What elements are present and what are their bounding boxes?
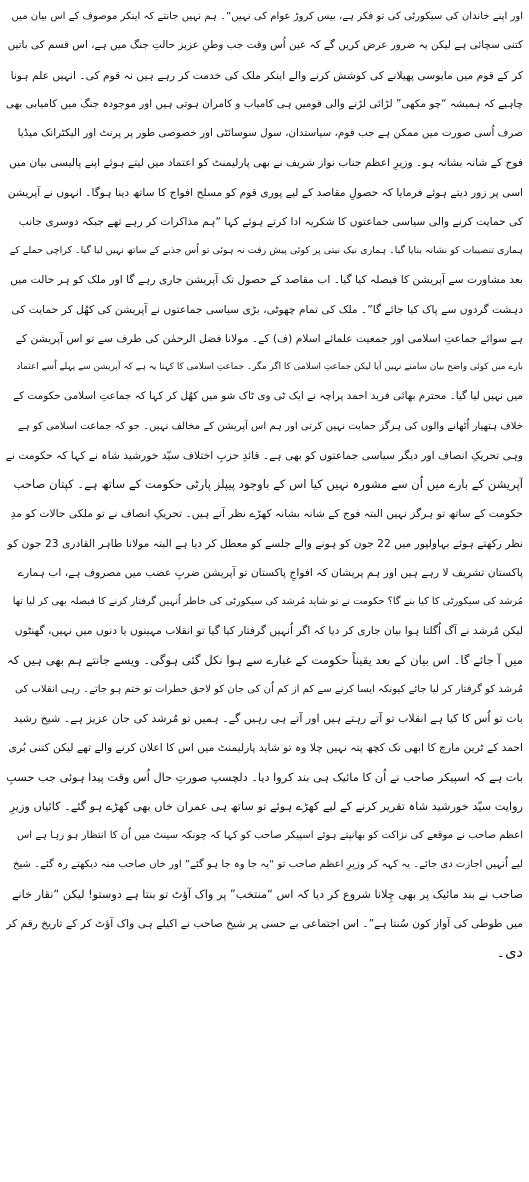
article-line: لیے اُنہیں اجازت دی جائے۔ یہ کہہ کر وزیرِ اعظم صاحب تو “یہ جا وہ جا ہو گئے” اور خاں صاحب منہ دیکھتے رہ گئے۔ شیخ [13,859,523,871]
article-line: بات ہے کہ اسپیکر صاحب نے اُن کا مائیک ہی بند کروا دیا۔ دلچسپ صورتِ حال اُس وقت پیدا ہوئی جب حسبِ [6,770,523,784]
article-line: احمد کے ٹرین مارچ کا ابھی تک کچھ پتہ نہیں چلا وہ تو شاید پارلیمنٹ میں اس کا اعلان کرنے والے تھے لیکن کتنی بُری [8,741,523,755]
article-line: کتنی سچائی ہے لیکن یہ ضرور عرض کریں گے کہ عین اُس وقت جب وطنِ عزیز حالتِ جنگ میں ہے، اس قسم کی باتیں [7,39,523,52]
article-line: کر کے قوم میں مایوسی پھیلانے کی کوشش کرنے والے اینکر ملک کی خدمت کر رہے ہیں نہ قوم کی۔ انہیں علم ہونا [10,68,523,82]
article-line: خلاف ہتھیار اُٹھانے والوں کی ہرگز حمایت نہیں کرتی اور ہم اس آپریشن کے مخالف نہیں۔ جو کہ جماعت اسلامی کو ہے [17,420,523,432]
article-line: چاہیے کہ ہمیشہ “چو مکھی” لڑائی لڑنے والی قومیں ہی کامیاب و کامران ہوتی ہیں اور موجودہ جنگ میں کامیابی بھی [6,97,523,110]
article-body [6,2,523,967]
article-line: اور اپنے خاندان کی سیکورٹی کی تو فکر ہے، بیس کروڑ عوام کی نہیں”۔ ہم نہیں جانتے کہ اینکر موصوف کے اس بیان میں [11,11,523,22]
article-line: وہی تحریکِ انصاف اور دیگر سیاسی جماعتوں کو بھی ہے۔ قائدِ حزبِ اختلاف سیّد خورشید شاہ نے کہا کہ حکومت نے [6,448,523,462]
article-line: بات تو اُس کا کیا ہے انقلاب تو آتے رہتے ہیں اور آتے ہی رہیں گے۔ ہمیں تو مُرشد کی جان عزیز ہے۔ شیخ رشید [13,712,523,725]
article-line: مُرشد کی سیکورٹی کا کیا بنے گا؟ حکومت نے تو شاید مُرشد کی سیکورٹی کی خاطر اُنہیں گرفتار کرنے کا فیصلہ بھی کر لیا تھا [12,596,523,607]
article-line: پاکستان تشریف لا رہے ہیں اور ہم پریشان کہ افواجِ پاکستان تو آپریشن ضربِ عضب میں مصروف ہے، اب ہمارے [17,565,523,579]
article-line: روایت سیّد خورشید شاہ تقریر کرنے کے لیے کھڑے ہوئے تو ساتھ ہی عمران خاں بھی کھڑے ہو گئے۔ کائیاں وزیرِ [9,799,523,813]
article-line: بعد مشاورت سے آپریشن کا فیصلہ کیا گیا۔ اب مقاصد کے حصول تک آپریشن جاری رہے گا اور ملک کو ہر حالت میں [10,273,523,287]
article-line: حکومت کے ساتھ تو ہرگز نہیں البتہ فوج کے شانہ بشانہ کھڑے نظر آتے ہیں۔ تحریکِ انصاف نے تو ملکی حالات کو مدِ [10,507,523,521]
article-line: اسی پر زور دیتے ہوئے فرمایا کہ حصولِ مقاصد کے لیے پوری قوم کو مسلح افواج کا ساتھ دینا ہوگا۔ انہوں نے آپریشن [7,185,523,199]
article-line: آپریشن کے بارے میں اُن سے مشورہ نہیں کیا اس کے باوجود پیپلز پارٹی حکومت کے ساتھ ہے۔ کپتان صاحب [13,477,523,491]
article-line: بارے میں کوئی واضح بیان سامنے نہیں آیا لیکن جماعتِ اسلامی کا اگر مگر۔ جماعتِ اسلامی کا کہنا یہ ہے کہ آپریشن سے پہلے اُسے اعتماد [16,362,523,372]
article-line: میں نہیں لیا گیا۔ محترم بھائی فرید احمد پراچہ نے ایک ٹی وی ٹاک شو میں کھُل کر کہا کہ جماعتِ اسلامی حکومت کے [13,390,523,403]
article-line: میں طوطی کی آواز کون سُنتا ہے”۔ اس اجتماعی بے حسی پر شیخ صاحب نے اکیلے ہی واک آؤٹ کر کے تاریخ رقم کر [6,916,523,930]
article-line: لیکن مُرشد نے آگ اُگلتا ہوا بیان جاری کر دیا کہ اگر اُنہیں گرفتار کیا گیا تو انقلاب مہینوں یا دنوں میں نہیں، گھنٹوں [14,624,523,638]
article-line: ہماری تنصیبات کو نشانہ بنایا گیا۔ ہماری نیک نیتی پر کوئی پیش رفت نہ ہوئی تو اُس جذبے کے ساتھ نہیں لیا گیا۔ کراچی حملے کے [9,245,523,256]
article-line: دہشت گردوں سے پاک کیا جائے گا”۔ ملک کی تمام چھوٹی، بڑی سیاسی جماعتوں نے آپریشن کی کھُل کر حمایت کی [11,302,523,316]
article-line: دی۔ [496,944,523,961]
article-line: مُرشد کو گرفتار کر لیا جائے کیونکہ ایسا کرنے سے کم از کم اُن کی جان کو لاحق خطرات تو ختم ہو جاتے۔ رہی انقلاب کی [14,683,523,695]
article-line: فوج کے شانہ بشانہ ہو۔ وزیرِ اعظم جناب نواز شریف نے بھی پارلیمنٹ کو اعتماد میں لیتے ہوئے اپنے پالیسی بیان میں [8,156,523,170]
article-line: کی حمایت کرنے والی سیاسی جماعتوں کا شکریہ ادا کرتے ہوئے کہا “ہم مذاکرات کر رہے تھے جبکہ دوسری جانب [18,214,523,228]
article-line: اعظم صاحب نے موقعے کی نزاکت کو بھانپتے ہوئے اسپیکر صاحب کو کہا کہ چونکہ سینٹ میں اُن کا انتظار ہو رہا ہے اس [16,830,523,841]
article-line: ہے سوائے جماعتِ اسلامی اور جمعیت علمائے اسلام (ف) کے۔ مولانا فضل الرحمٰن کی طرف سے تو اس آپریشن کے [15,331,523,345]
article-line: صاحب نے بند مائیک پر بھی چِلانا شروع کر دیا کہ اس “منتخب” پر واک آؤٹ تو بنتا ہے دوستو! لیکن “نقار خانے [11,887,523,901]
article-line: صرف اُسی صورت میں ممکن ہے جب قوم، سیاستدان، سول سوسائٹی اور خصوصی طور پر پرنٹ اور الیکٹرانک میڈیا [17,127,523,139]
article-line: نظر رکھتے ہوئے بہاولپور میں 22 جون کو ہونے والے جلسے کو معطل کر دیا ہے البتہ مولانا طاہر القادری 23 جون کو [7,536,523,550]
article-line: میں آ جائے گا۔ اس بیان کے بعد یقیناً حکومت کے غبارے سے ہوا نکل گئی ہوگی۔ ویسے جانتے ہم بھی ہیں کہ [6,652,523,667]
